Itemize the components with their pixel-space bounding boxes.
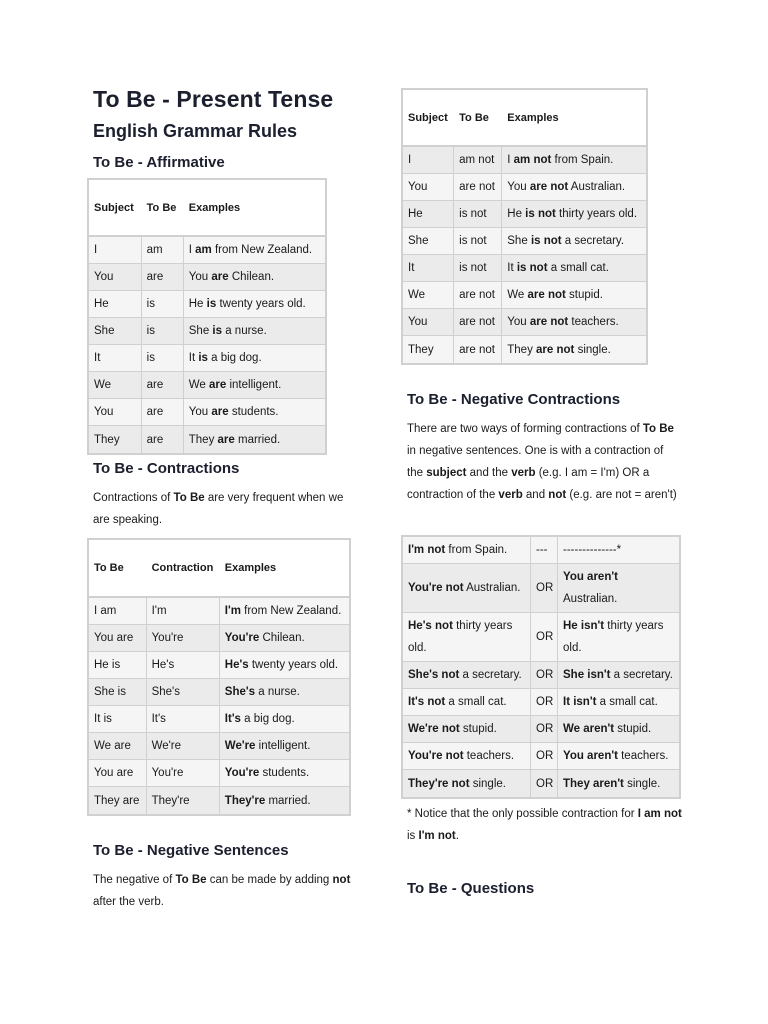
subject-contraction-cell: They're not single. bbox=[403, 770, 531, 797]
contraction-cell: He's bbox=[147, 652, 220, 679]
verb-cell: is not bbox=[454, 201, 502, 228]
verb-contraction-cell: You aren't teachers. bbox=[558, 743, 679, 770]
example-cell: She is not a secretary. bbox=[502, 228, 646, 255]
column-header: To Be bbox=[142, 180, 184, 237]
example-cell: We're intelligent. bbox=[220, 733, 349, 760]
table-row bbox=[403, 613, 679, 662]
example-cell: You're students. bbox=[220, 760, 349, 787]
subject-cell: We bbox=[89, 372, 142, 399]
example-cell: She's a nurse. bbox=[220, 679, 349, 706]
example-cell: She is a nurse. bbox=[184, 318, 325, 345]
table-row bbox=[403, 201, 646, 228]
or-cell: OR bbox=[531, 743, 558, 770]
verb-cell: are bbox=[142, 426, 184, 453]
table-row bbox=[89, 760, 349, 787]
example-cell: You are not teachers. bbox=[502, 309, 646, 336]
or-cell: --- bbox=[531, 537, 558, 564]
example-cell: You are not Australian. bbox=[502, 174, 646, 201]
contraction-cell: I'm bbox=[147, 598, 220, 625]
column-header: Examples bbox=[184, 180, 325, 237]
subject-contraction-cell: She's not a secretary. bbox=[403, 662, 531, 689]
contractions-table bbox=[87, 538, 351, 816]
example-cell: I am from New Zealand. bbox=[184, 237, 325, 264]
table-row bbox=[89, 345, 325, 372]
verb-cell: are bbox=[142, 399, 184, 426]
example-cell: He is not thirty years old. bbox=[502, 201, 646, 228]
contractions-heading: To Be - Contractions bbox=[93, 460, 240, 477]
tobe-cell: You are bbox=[89, 625, 147, 652]
subject-cell: You bbox=[89, 264, 142, 291]
column-header: Subject bbox=[403, 90, 454, 147]
or-cell: OR bbox=[531, 716, 558, 743]
table-row bbox=[89, 706, 349, 733]
subject-cell: They bbox=[89, 426, 142, 453]
verb-contraction-cell: They aren't single. bbox=[558, 770, 679, 797]
verb-contraction-cell: She isn't a secretary. bbox=[558, 662, 679, 689]
tobe-cell: He is bbox=[89, 652, 147, 679]
table-row bbox=[403, 770, 679, 797]
column-header: To Be bbox=[89, 540, 147, 598]
subject-cell: You bbox=[403, 174, 454, 201]
table-row bbox=[403, 147, 646, 174]
verb-contraction-cell: It isn't a small cat. bbox=[558, 689, 679, 716]
subject-cell: You bbox=[89, 399, 142, 426]
table-row bbox=[89, 426, 325, 453]
tobe-cell: It is bbox=[89, 706, 147, 733]
negative-sentences-paragraph: The negative of To Be can be made by adding not after the verb. bbox=[93, 874, 351, 908]
table-row bbox=[89, 237, 325, 264]
example-cell: It is not a small cat. bbox=[502, 255, 646, 282]
verb-contraction-cell: We aren't stupid. bbox=[558, 716, 679, 743]
table-header-row bbox=[403, 90, 646, 147]
note-paragraph: * Notice that the only possible contraction for I am not is I'm not. bbox=[407, 808, 682, 842]
verb-cell: are not bbox=[454, 282, 502, 309]
subject-contraction-cell: He's not thirty years old. bbox=[403, 613, 531, 662]
table-row bbox=[403, 228, 646, 255]
tobe-cell: We are bbox=[89, 733, 147, 760]
verb-cell: is bbox=[142, 345, 184, 372]
verb-cell: are bbox=[142, 372, 184, 399]
or-cell: OR bbox=[531, 564, 558, 613]
table-row bbox=[403, 743, 679, 770]
subject-cell: It bbox=[89, 345, 142, 372]
page-subtitle: English Grammar Rules bbox=[93, 121, 298, 141]
contraction-cell: She's bbox=[147, 679, 220, 706]
example-cell: They're married. bbox=[220, 787, 349, 814]
example-cell: They are not single. bbox=[502, 336, 646, 363]
column-header: Contraction bbox=[147, 540, 220, 598]
negative-sentences-heading: To Be - Negative Sentences bbox=[93, 842, 289, 859]
tobe-cell: They are bbox=[89, 787, 147, 814]
example-cell: I am not from Spain. bbox=[502, 147, 646, 174]
contractions-paragraph: Contractions of To Be are very frequent when we are speaking. bbox=[93, 492, 344, 526]
subject-cell: She bbox=[89, 318, 142, 345]
table-row bbox=[89, 264, 325, 291]
questions-heading: To Be - Questions bbox=[407, 880, 535, 897]
table-row bbox=[89, 291, 325, 318]
verb-cell: am not bbox=[454, 147, 502, 174]
contraction-cell: You're bbox=[147, 625, 220, 652]
verb-cell: is not bbox=[454, 228, 502, 255]
table-row bbox=[403, 309, 646, 336]
example-cell: It is a big dog. bbox=[184, 345, 325, 372]
example-cell: They are married. bbox=[184, 426, 325, 453]
verb-cell: are not bbox=[454, 174, 502, 201]
verb-cell: is bbox=[142, 291, 184, 318]
table-row bbox=[89, 625, 349, 652]
example-cell: You're Chilean. bbox=[220, 625, 349, 652]
subject-contraction-cell: You're not Australian. bbox=[403, 564, 531, 613]
verb-cell: is not bbox=[454, 255, 502, 282]
table-row bbox=[89, 652, 349, 679]
example-cell: It's a big dog. bbox=[220, 706, 349, 733]
table-row bbox=[89, 598, 349, 625]
example-cell: I'm from New Zealand. bbox=[220, 598, 349, 625]
subject-cell: He bbox=[403, 201, 454, 228]
contraction-cell: You're bbox=[147, 760, 220, 787]
verb-contraction-cell: You aren't Australian. bbox=[558, 564, 679, 613]
example-cell: You are Chilean. bbox=[184, 264, 325, 291]
column-header: To Be bbox=[454, 90, 502, 147]
or-cell: OR bbox=[531, 770, 558, 797]
page-title: To Be - Present Tense bbox=[93, 86, 334, 112]
or-cell: OR bbox=[531, 662, 558, 689]
table-row bbox=[403, 662, 679, 689]
subject-cell: I bbox=[403, 147, 454, 174]
negative-contractions-table bbox=[401, 535, 681, 799]
affirmative-heading: To Be - Affirmative bbox=[93, 154, 225, 171]
example-cell: We are intelligent. bbox=[184, 372, 325, 399]
verb-cell: is bbox=[142, 318, 184, 345]
subject-contraction-cell: I'm not from Spain. bbox=[403, 537, 531, 564]
subject-cell: We bbox=[403, 282, 454, 309]
example-cell: You are students. bbox=[184, 399, 325, 426]
table-row bbox=[89, 733, 349, 760]
table-row bbox=[403, 537, 679, 564]
column-header: Subject bbox=[89, 180, 142, 237]
subject-contraction-cell: We're not stupid. bbox=[403, 716, 531, 743]
table-row bbox=[403, 336, 646, 363]
table-row bbox=[89, 318, 325, 345]
subject-contraction-cell: You're not teachers. bbox=[403, 743, 531, 770]
verb-cell: are bbox=[142, 264, 184, 291]
example-cell: He's twenty years old. bbox=[220, 652, 349, 679]
negative-table bbox=[401, 88, 648, 365]
table-row bbox=[89, 679, 349, 706]
table-row bbox=[403, 282, 646, 309]
subject-contraction-cell: It's not a small cat. bbox=[403, 689, 531, 716]
subject-cell: He bbox=[89, 291, 142, 318]
tobe-cell: You are bbox=[89, 760, 147, 787]
verb-contraction-cell: He isn't thirty years old. bbox=[558, 613, 679, 662]
subject-cell: They bbox=[403, 336, 454, 363]
or-cell: OR bbox=[531, 613, 558, 662]
tobe-cell: She is bbox=[89, 679, 147, 706]
table-row bbox=[89, 399, 325, 426]
table-row bbox=[403, 564, 679, 613]
table-header-row bbox=[89, 180, 325, 237]
example-cell: He is twenty years old. bbox=[184, 291, 325, 318]
table-row bbox=[89, 787, 349, 814]
table-row bbox=[403, 716, 679, 743]
table-row bbox=[89, 372, 325, 399]
or-cell: OR bbox=[531, 689, 558, 716]
column-header: Examples bbox=[502, 90, 646, 147]
table-header-row bbox=[89, 540, 349, 598]
negative-contractions-heading: To Be - Negative Contractions bbox=[407, 391, 621, 408]
subject-cell: She bbox=[403, 228, 454, 255]
contraction-cell: We're bbox=[147, 733, 220, 760]
verb-cell: are not bbox=[454, 336, 502, 363]
negative-contractions-paragraph: There are two ways of forming contractions of To Be in negative sentences. One is with a contraction of the subject and the verb (e.g. I am = I'm) OR a contraction of the verb and not (e.g. are not = aren't) bbox=[407, 423, 677, 501]
verb-contraction-cell: --------------* bbox=[558, 537, 679, 564]
subject-cell: It bbox=[403, 255, 454, 282]
contraction-cell: It's bbox=[147, 706, 220, 733]
table-row bbox=[403, 689, 679, 716]
verb-cell: are not bbox=[454, 309, 502, 336]
contraction-cell: They're bbox=[147, 787, 220, 814]
subject-cell: I bbox=[89, 237, 142, 264]
table-row bbox=[403, 174, 646, 201]
subject-cell: You bbox=[403, 309, 454, 336]
verb-cell: am bbox=[142, 237, 184, 264]
affirmative-table bbox=[87, 178, 327, 455]
table-row bbox=[403, 255, 646, 282]
example-cell: We are not stupid. bbox=[502, 282, 646, 309]
column-header: Examples bbox=[220, 540, 349, 598]
tobe-cell: I am bbox=[89, 598, 147, 625]
